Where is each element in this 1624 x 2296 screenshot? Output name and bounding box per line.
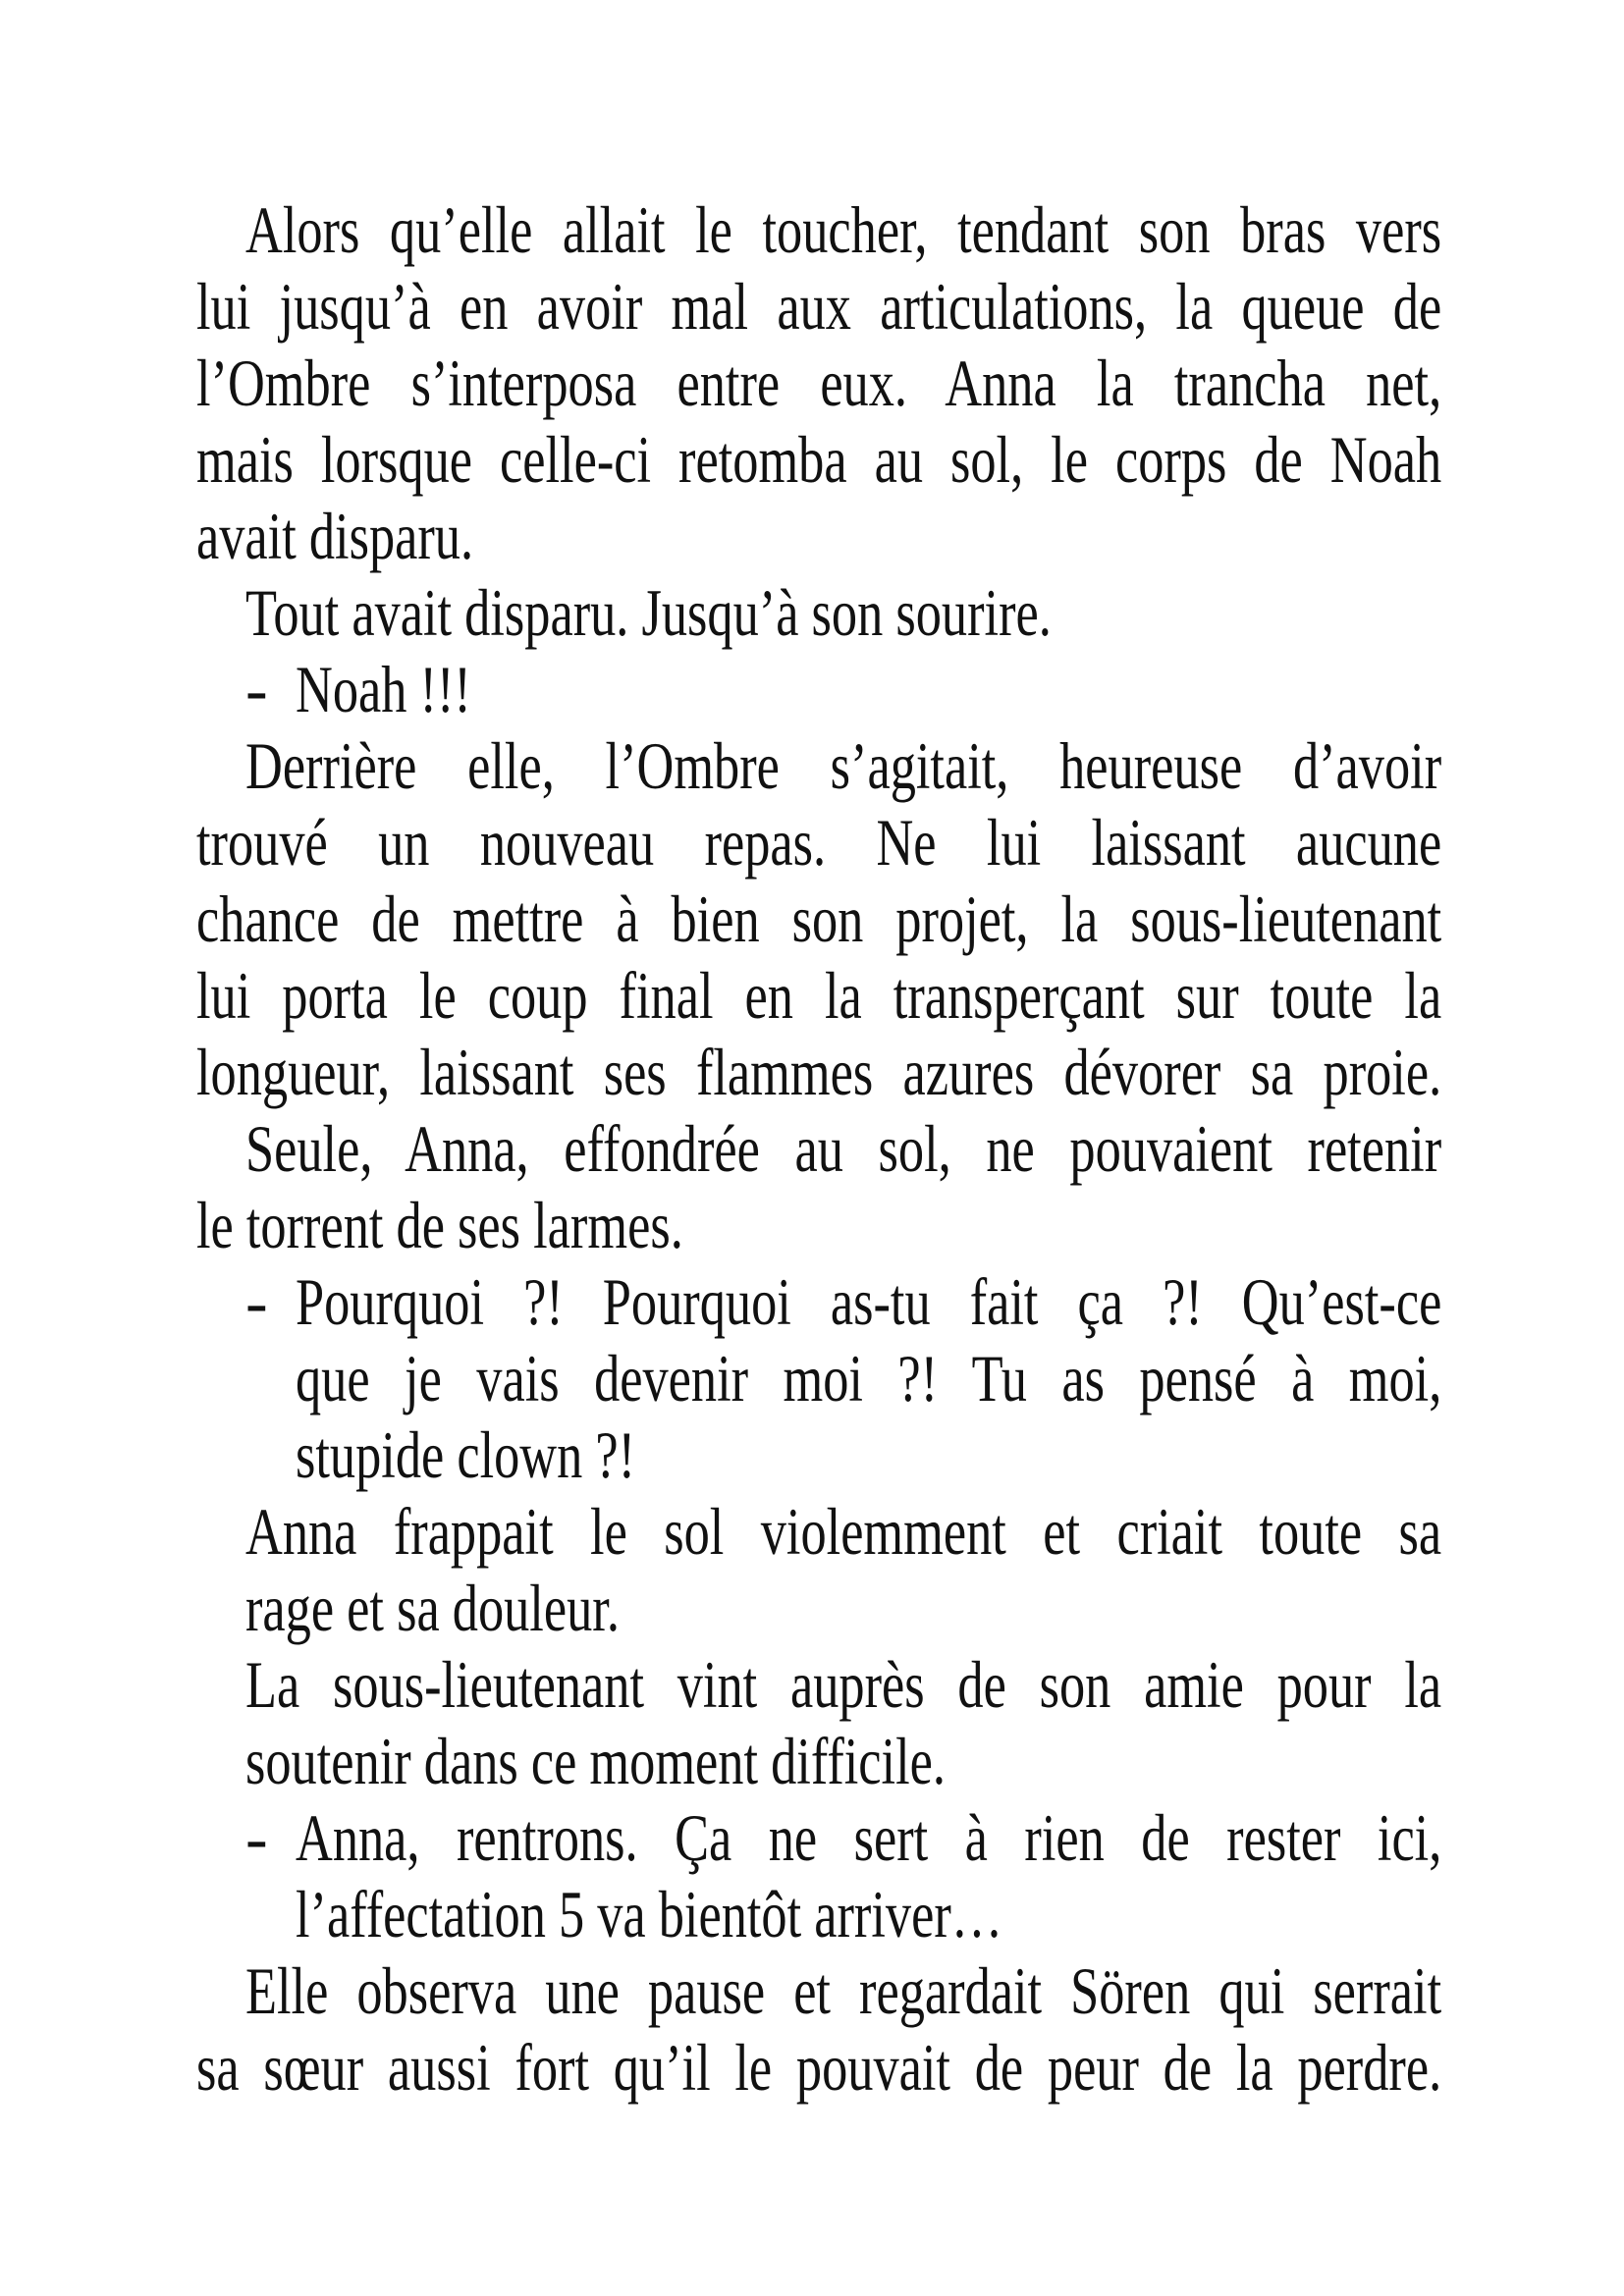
text-line: lui porta le coup final en la transperçant sur toute la (196, 958, 1442, 1033)
text-line: longueur, laissant ses flammes azures dévorer sa proie. (196, 1035, 1442, 1109)
dialogue-line: que je vais devenir moi ?! Tu as pensé à moi, (296, 1341, 1442, 1415)
text-line: chance de mettre à bien son projet, la sous-lieutenant (196, 881, 1442, 956)
text-line: l’Ombre s’interposa entre eux. Anna la trancha net, (196, 346, 1442, 420)
text-line: le torrent de ses larmes. (196, 1188, 683, 1262)
text-line: Anna frappait le sol violemment et criait toute sa (245, 1494, 1442, 1569)
text-line: Derrière elle, l’Ombre s’agitait, heureuse d’avoir (245, 728, 1442, 803)
text-line: sa sœur aussi fort qu’il le pouvait de peur de la perdre. (196, 2030, 1442, 2105)
text-line: soutenir dans ce moment difficile. (245, 1724, 946, 1798)
dialogue-dash: - (245, 1264, 268, 1339)
text-line: trouvé un nouveau repas. Ne lui laissant aucune (196, 805, 1442, 880)
text-line: Tout avait disparu. Jusqu’à son sourire. (245, 575, 1052, 650)
dialogue-line: l’affectation 5 va bientôt arriver… (296, 1877, 1003, 1951)
dialogue-line: Anna, rentrons. Ça ne sert à rien de rester ici, (296, 1800, 1442, 1875)
text-line: rage et sa douleur. (245, 1571, 620, 1645)
text-line: Seule, Anna, effondrée au sol, ne pouvaient retenir (245, 1111, 1442, 1186)
text-line: avait disparu. (196, 499, 474, 573)
text-line: Alors qu’elle allait le toucher, tendant son bras vers (245, 192, 1442, 267)
dialogue-line: stupide clown ?! (296, 1417, 636, 1492)
text-line: mais lorsque celle-ci retomba au sol, le corps de Noah (196, 422, 1442, 497)
dialogue-dash: - (245, 652, 268, 726)
dialogue-dash: - (245, 1800, 268, 1875)
dialogue-line: Noah !!! (296, 652, 471, 726)
text-line: La sous-lieutenant vint auprès de son amie pour la (245, 1647, 1442, 1722)
dialogue-line: Pourquoi ?! Pourquoi as-tu fait ça ?! Qu’est-ce (296, 1264, 1442, 1339)
text-line: lui jusqu’à en avoir mal aux articulations, la queue de (196, 269, 1442, 344)
text-line: Elle observa une pause et regardait Sören qui serrait (245, 1953, 1442, 2028)
